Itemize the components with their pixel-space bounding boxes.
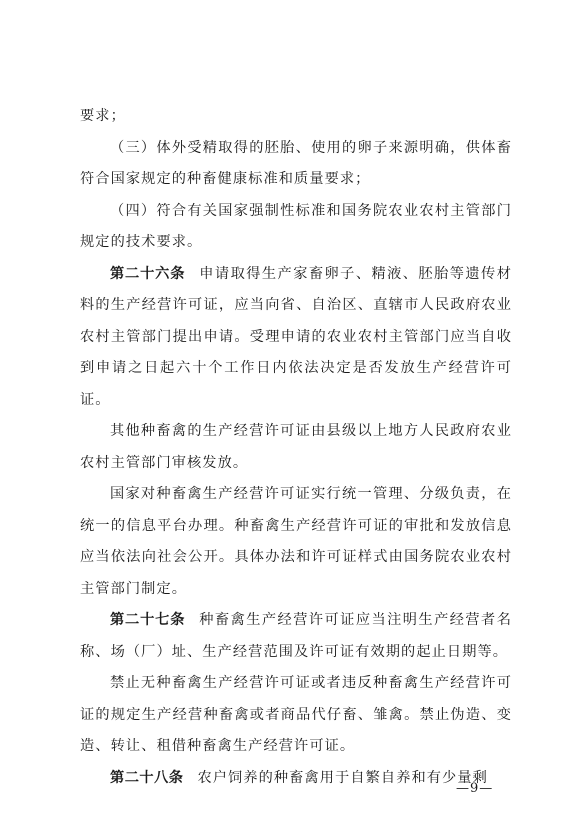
paragraph-text: 农户饲养的种畜禽用于自繁自养和有少量剩	[197, 769, 488, 786]
paragraph-text: 种畜禽生产经营许可证应当注明生产经营者名称、场（厂）址、生产经营范围及许可证有效期的起止日期等。	[80, 612, 512, 660]
article-label: 第二十七条	[110, 612, 186, 628]
body-paragraph	[80, 416, 512, 479]
body-paragraph	[80, 101, 512, 133]
page-number: —9—	[456, 781, 494, 796]
article-paragraph	[80, 763, 512, 795]
body-paragraph	[80, 668, 512, 763]
article-label: 第二十八条	[110, 769, 184, 786]
body-paragraph	[80, 133, 512, 196]
paragraph-text: 国家对种畜禽生产经营许可证实行统一管理、分级负责，在统一的信息平台办理。种畜禽生产经营许可证的审批和发放信息应当依法向社会公开。具体办法和许可证样式由国务院农业农村主管部门制定。	[80, 486, 512, 597]
body-paragraph	[80, 479, 512, 605]
document-body	[80, 101, 512, 794]
paragraph-text: 要求；	[80, 108, 126, 124]
paragraph-text: 申请取得生产家畜卵子、精液、胚胎等遗传材料的生产经营许可证，应当向省、自治区、直辖市人民政府农业农村主管部门提出申请。受理申请的农业农村主管部门应当自收到申请之日起六十个工作日内依法决定是否发放生产经营许可证。	[80, 265, 512, 408]
article-paragraph	[80, 259, 512, 417]
paragraph-text: （三）体外受精取得的胚胎、使用的卵子来源明确，供体畜符合国家规定的种畜健康标准和质量要求；	[80, 139, 512, 187]
article-paragraph	[80, 605, 512, 668]
article-label: 第二十六条	[110, 265, 186, 282]
body-paragraph	[80, 196, 512, 259]
paragraph-text: 禁止无种畜禽生产经营许可证或者违反种畜禽生产经营许可证的规定生产经营种畜禽或者商品代仔畜、雏禽。禁止伪造、变造、转让、租借种畜禽生产经营许可证。	[80, 675, 512, 754]
paragraph-text: 其他种畜禽的生产经营许可证由县级以上地方人民政府农业农村主管部门审核发放。	[80, 423, 512, 471]
paragraph-text: （四）符合有关国家强制性标准和国务院农业农村主管部门规定的技术要求。	[80, 202, 512, 250]
